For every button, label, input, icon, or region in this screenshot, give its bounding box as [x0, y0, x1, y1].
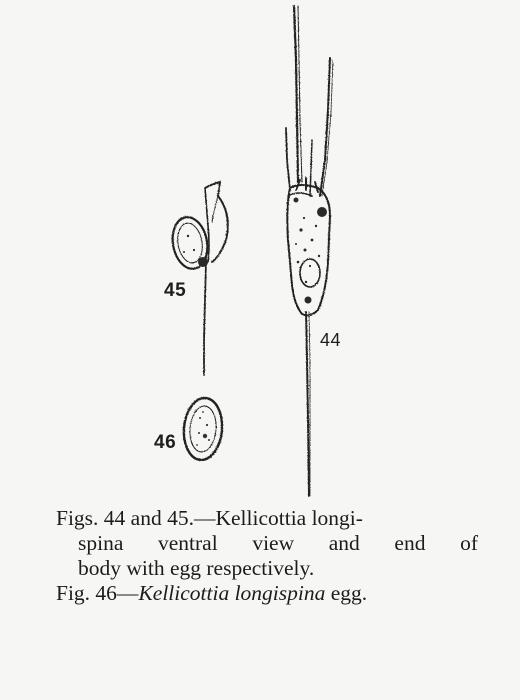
caption-line-1: Figs. 44 and 45.—Kellicottia longi-: [56, 506, 363, 530]
figure-label-45: 45: [164, 280, 187, 301]
figure-caption: [56, 506, 496, 606]
fig44-drawing: [286, 6, 333, 496]
caption-line-2: spina ventral view and end of: [78, 531, 478, 555]
figure-label-44: 44: [320, 330, 342, 350]
fig46-drawing: [181, 396, 224, 461]
fig45-drawing: [169, 182, 228, 375]
caption-fig46-prefix: Fig. 46—: [56, 581, 139, 605]
caption-line-3: body with egg respectively.: [78, 556, 315, 580]
caption-line-4: [56, 581, 496, 606]
figure-label-46: 46: [154, 432, 177, 453]
caption-species-name: Kellicottia longispina: [138, 581, 326, 605]
fig46-stipple: [196, 411, 210, 446]
caption-fig46-suffix: egg.: [325, 581, 368, 605]
